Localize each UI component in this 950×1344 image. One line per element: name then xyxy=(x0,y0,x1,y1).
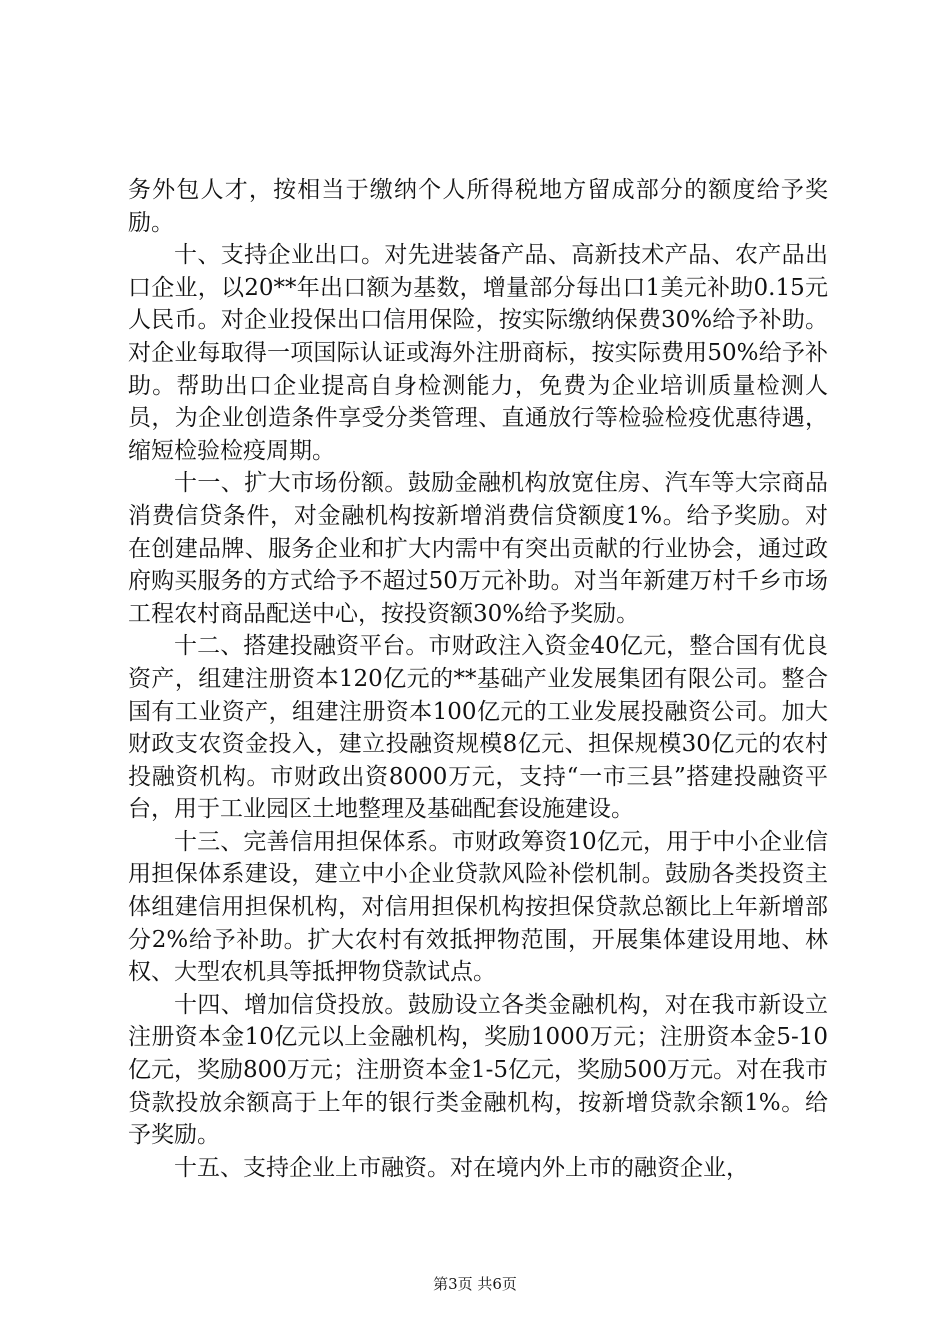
paragraph-continuation: 务外包人才，按相当于缴纳个人所得税地方留成部分的额度给予奖励。 xyxy=(128,177,828,236)
paragraph-section-10: 十、支持企业出口。对先进装备产品、高新技术产品、农产品出口企业，以20**年出口额为基数，增量部分每出口1美元补助0.15元人民币。对企业投保出口信用保险，按实际缴纳保费30%给予补助。对企业每取得一项国际认证或海外注册商标，按实际费用50%给予补助。帮助出口企业提高自身检测能力，免费为企业培训质量检测人员，为企业创造条件享受分类管理、直通放行等检验检疫优惠待遇，缩短检验检疫周期。 xyxy=(128,242,828,464)
paragraph-section-12: 十二、搭建投融资平台。市财政注入资金40亿元，整合国有优良资产，组建注册资本120亿元的**基础产业发展集团有限公司。整合国有工业资产，组建注册资本100亿元的工业发展投融资公司。加大财政支农资金投入，建立投融资规模8亿元、担保规模30亿元的农村投融资机构。市财政出资8000万元，支持“一市三县”搭建投融资平台，用于工业园区土地整理及基础配套设施建设。 xyxy=(128,633,828,823)
paragraph-section-14: 十四、增加信贷投放。鼓励设立各类金融机构，对在我市新设立注册资本金10亿元以上金融机构，奖励1000万元；注册资本金5-10亿元，奖励800万元；注册资本金1-5亿元，奖励500万元。对在我市贷款投放余额高于上年的银行类金融机构，按新增贷款余额1%。给予奖励。 xyxy=(128,991,828,1149)
page-number-footer: 第3页 共6页 xyxy=(433,1275,517,1293)
paragraph-section-11: 十一、扩大市场份额。鼓励金融机构放宽住房、汽车等大宗商品消费信贷条件，对金融机构按新增消费信贷额度1%。给予奖励。对在创建品牌、服务企业和扩大内需中有突出贡献的行业协会，通过政府购买服务的方式给予不超过50万元补助。对当年新建万村千乡市场工程农村商品配送中心，按投资额30%给予奖励。 xyxy=(128,470,828,627)
paragraph-section-15: 十五、支持企业上市融资。对在境内外上市的融资企业， xyxy=(174,1154,749,1181)
paragraph-section-13: 十三、完善信用担保体系。市财政筹资10亿元，用于中小企业信用担保体系建设，建立中小企业贷款风险补偿机制。鼓励各类投资主体组建信用担保机构，对信用担保机构按担保贷款总额比上年新增部分2%给予补助。扩大农村有效抵押物范围，开展集体建设用地、林权、大型农机具等抵押物贷款试点。 xyxy=(128,828,828,986)
document-body xyxy=(128,174,828,1184)
